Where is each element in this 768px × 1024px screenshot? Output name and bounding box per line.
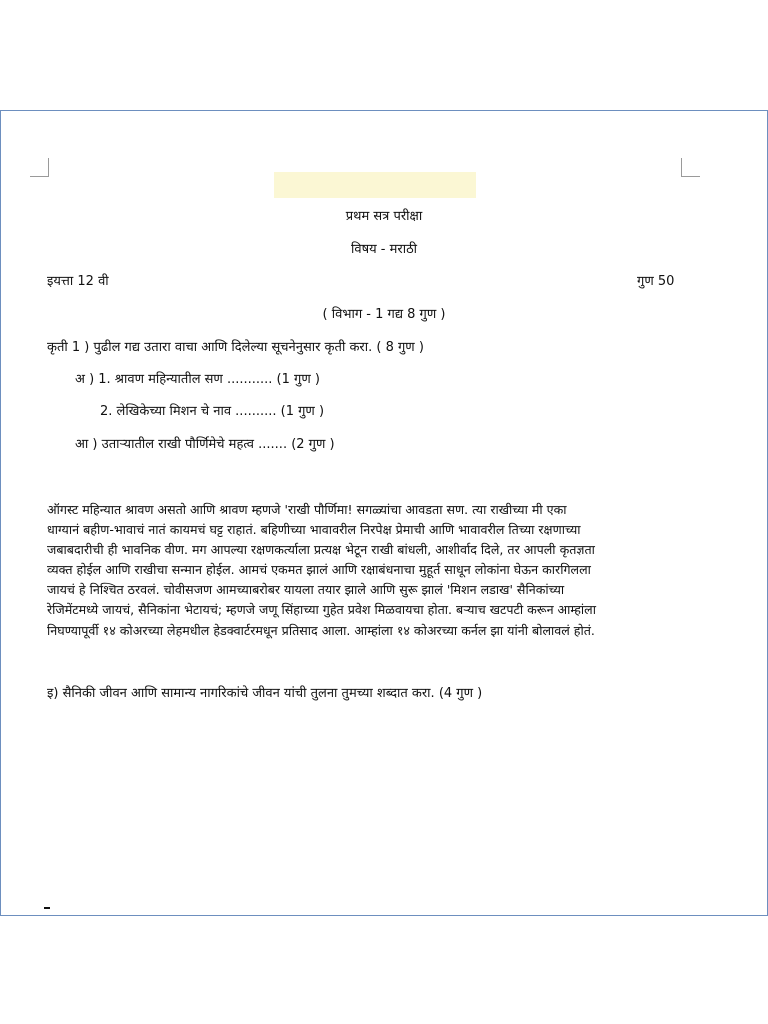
passage-text — [47, 500, 707, 641]
passage-line: व्यक्त होईल आणि राखीचा सन्मान होईल. आमचं एकमत झालं आणि रक्षाबंधनाचा मुहूर्त साधून लोकांना घेऊन कारगिलला — [47, 562, 591, 578]
question-1-instruction: कृती 1 ) पुढील गद्य उतारा वाचा आणि दिलेल्या सूचनेनुसार कृती करा. ( 8 गुण ) — [47, 340, 424, 355]
page-corner-mark-top-left — [30, 158, 49, 177]
subject-line: विषय - मराठी — [351, 242, 417, 257]
page-corner-mark-top-right — [681, 158, 700, 177]
passage-line: ऑगस्ट महिन्यात श्रावण असतो आणि श्रावण म्हणजे 'राखी पौर्णिमा! सगळ्यांचा आवडता सण. त्या राखीच्या मी एका — [47, 502, 567, 517]
total-marks: गुण 50 — [637, 274, 675, 289]
passage-line: जायचं हे निश्चित ठरवलं. चोवीसजण आमच्याबरोबर यायला तयार झाले आणि सुरू झालं 'मिशन लडाख' सैनिकांच्या — [47, 582, 565, 598]
question-c1: इ) सैनिकी जीवन आणि सामान्य नागरिकांचे जीवन यांची तुलना तुमच्या शब्दात करा. (4 गुण ) — [47, 686, 483, 701]
section-heading: ( विभाग - 1 गद्य 8 गुण ) — [322, 307, 446, 322]
class-label: इयत्ता 12 वी — [47, 274, 109, 289]
passage-line: धाग्यानं बहीण-भावाचं नातं कायमचं घट्ट राहातं. बहिणीच्या भावावरील निरपेक्ष प्रेमाची आणि भावावरील तिच्या रक्षणाच्या — [47, 522, 581, 538]
passage-line: रेजिमेंटमध्ये जायचं, सैनिकांना भेटायचं; म्हणजे जणू सिंहाच्या गुहेत प्रवेश मिळवायचा होता. बऱ्याच खटपटी करून आम्हांला — [47, 602, 596, 618]
question-b1: आ ) उताऱ्यातील राखी पौर्णिमेचे महत्व ....... (2 गुण ) — [75, 437, 335, 452]
passage-line: जबाबदारीची ही भावनिक वीण. मग आपल्या रक्षणकर्त्याला प्रत्यक्ष भेटून राखी बांधली, आशीर्वाद दिले, तर आपली कृतज्ञता — [47, 542, 595, 558]
question-a2: 2. लेखिकेच्या मिशन चे नाव .......... (1 गुण ) — [100, 404, 325, 419]
cursor-mark — [44, 907, 50, 909]
passage-line: निघण्यापूर्वी १४ कोअरच्या लेहमधील हेडक्वार्टरमधून प्रतिसाद आला. आम्हांला १४ कोअरच्या कर्नल झा यांनी बोलावलं होतं. — [47, 622, 595, 638]
header-highlight-box — [274, 172, 476, 198]
exam-title: प्रथम सत्र परीक्षा — [345, 209, 423, 224]
question-a1: अ ) 1. श्रावण महिन्यातील सण ........... (1 गुण ) — [75, 372, 320, 387]
